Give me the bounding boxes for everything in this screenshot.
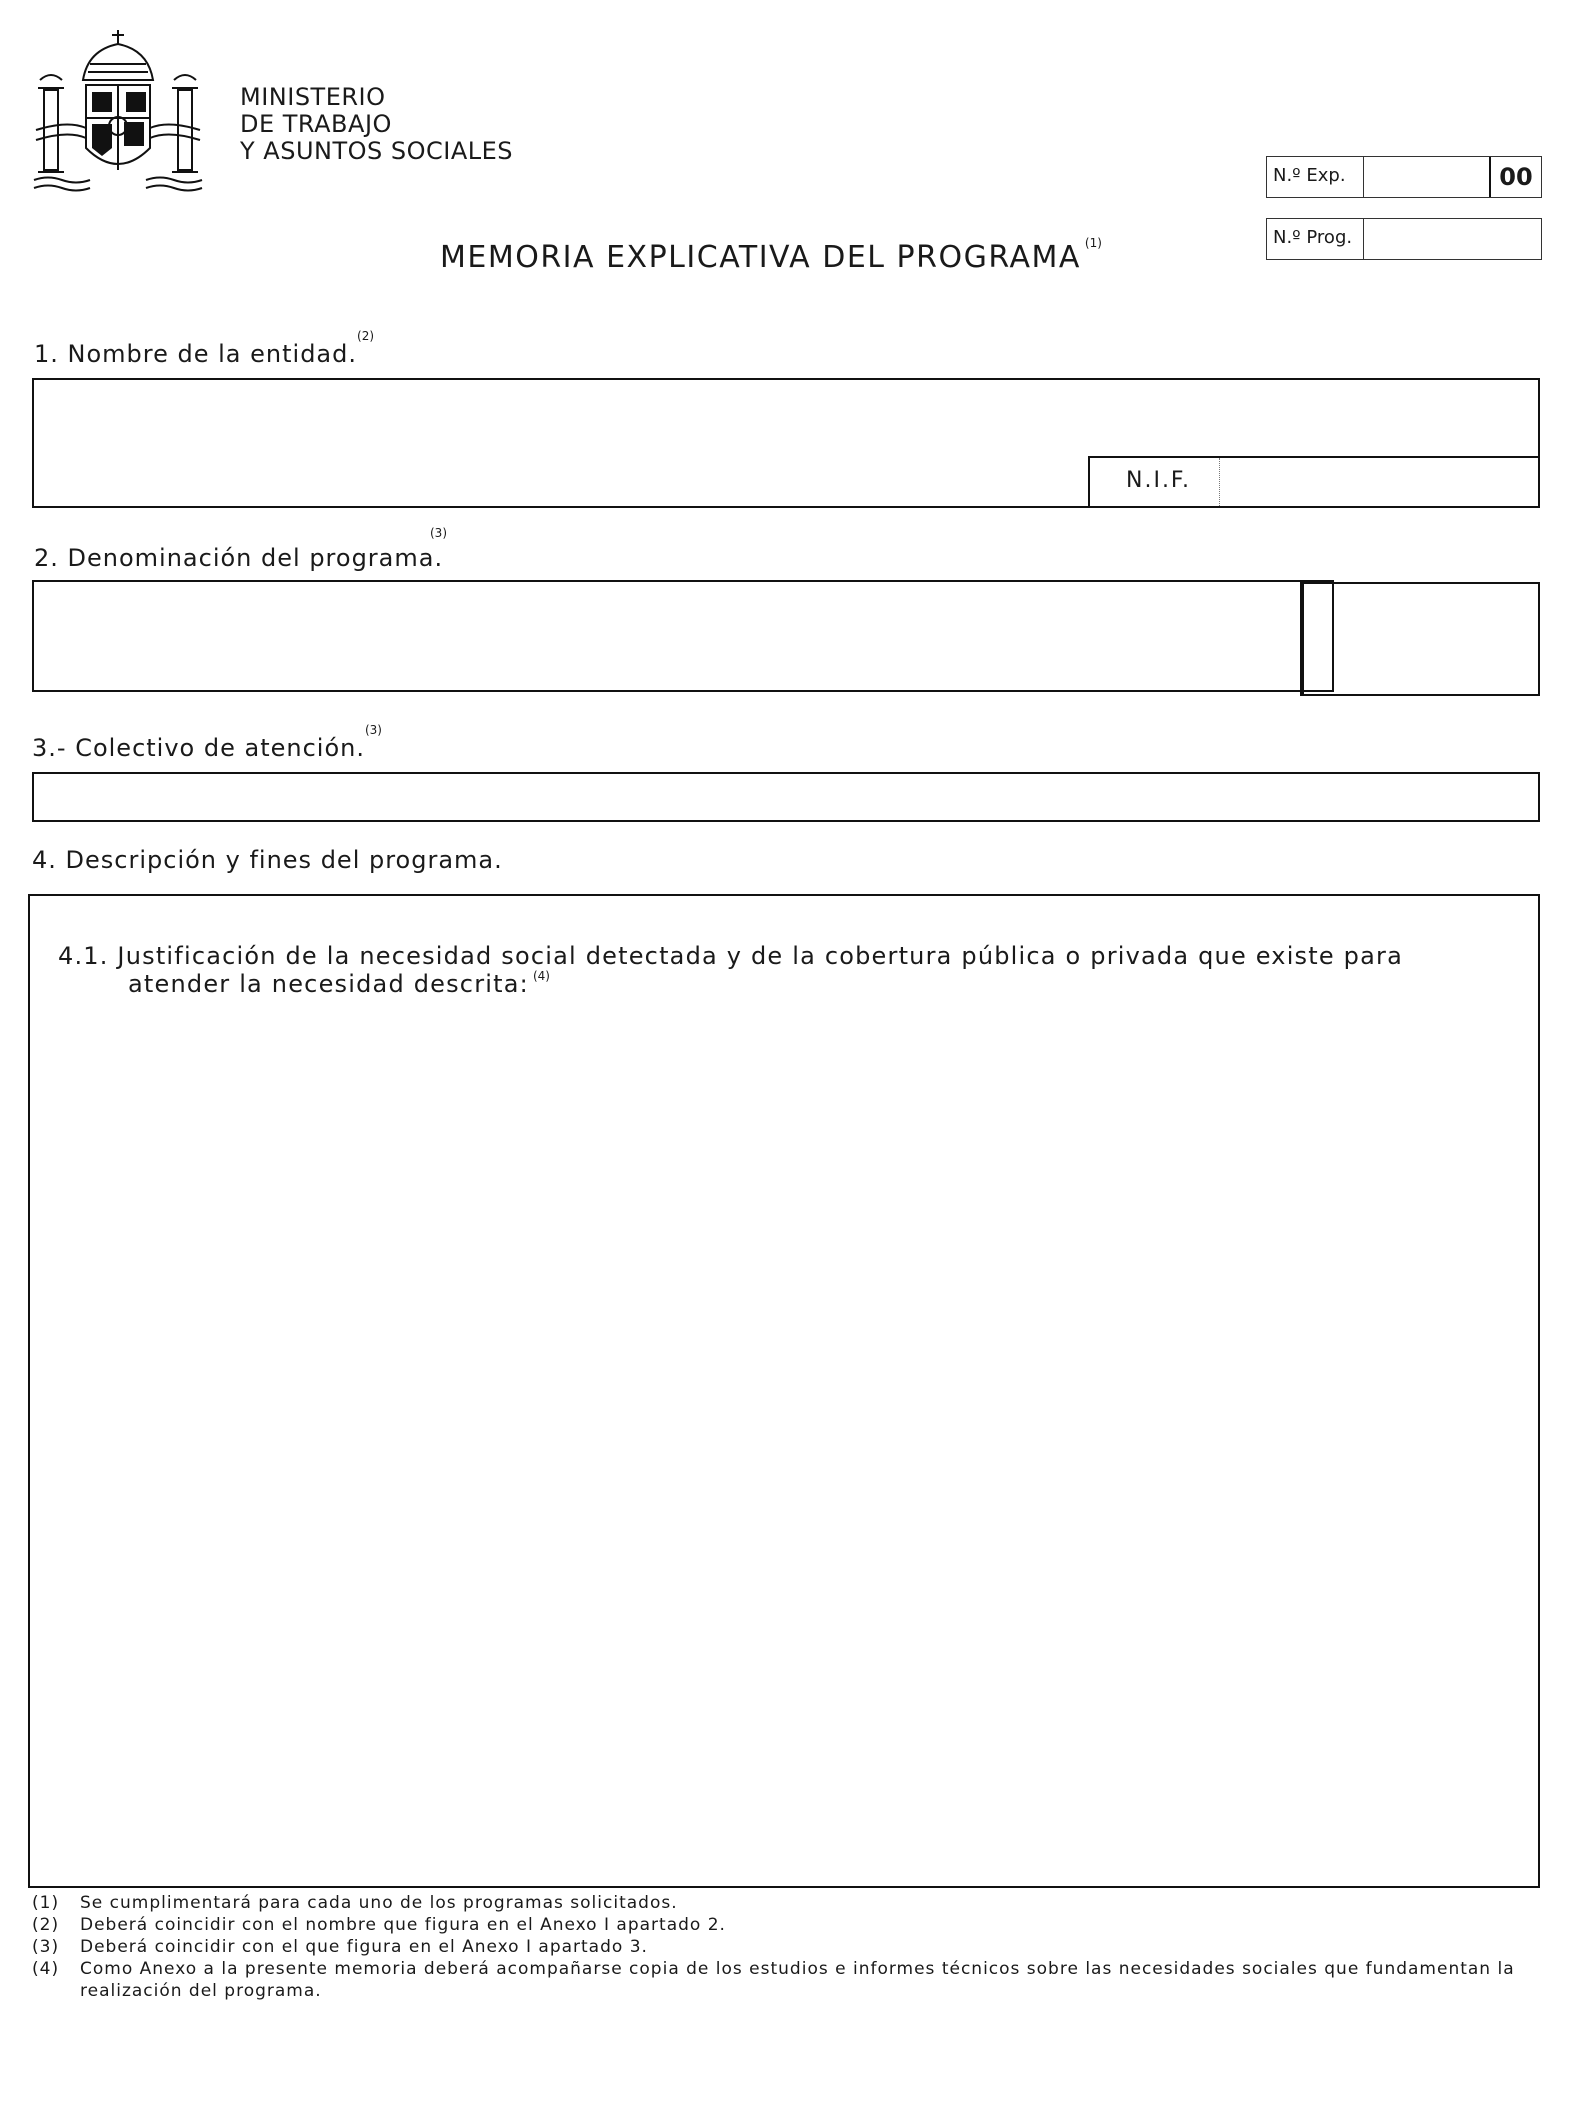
footnote-number: (4) (32, 1959, 60, 1979)
nif-box (1088, 456, 1538, 506)
section-4-heading (32, 846, 503, 874)
page-title-text: MEMORIA EXPLICATIVA DEL PROGRAMA (440, 240, 1081, 275)
title-footnote-ref: (1) (1084, 236, 1102, 250)
expedient-label: N.º Exp. (1267, 157, 1364, 197)
section-1-footnote-ref: (2) (357, 329, 375, 343)
program-number-box (1266, 218, 1542, 260)
ministry-line-2: DE TRABAJO (240, 110, 392, 138)
ministry-line-1: MINISTERIO (240, 83, 386, 111)
program-description-field[interactable] (28, 894, 1540, 1888)
expedient-number-field[interactable] (1364, 157, 1489, 197)
target-group-field[interactable] (32, 772, 1540, 822)
coat-of-arms-logo (28, 30, 208, 200)
section-2-footnote-ref: (3) (430, 526, 447, 540)
section-2-heading (34, 544, 443, 572)
section-4-label: 4. Descripción y fines del programa. (32, 846, 503, 874)
section-1-label: 1. Nombre de la entidad. (34, 340, 358, 368)
footnote-text: Como Anexo a la presente memoria deberá acompañarse copia de los estudios e informes técnicos sobre las necesidades sociales que fundamentan la realización del programa. (80, 1959, 1515, 2001)
subsection-4-1-line-2: atender la necesidad descrita: (128, 970, 529, 998)
subsection-4-1-line-1: 4.1. Justificación de la necesidad social detectada y de la cobertura pública o privada que existe para (58, 942, 1403, 970)
footnote-text: Deberá coincidir con el nombre que figura en el Anexo I apartado 2. (80, 1915, 726, 1935)
ministry-line-3: Y ASUNTOS SOCIALES (240, 137, 514, 165)
footnote-item (32, 1958, 1552, 2002)
footnote-number: (2) (32, 1915, 60, 1935)
footnote-item (32, 1892, 1552, 1914)
subsection-4-1 (58, 942, 1478, 1002)
nif-label: N.I.F. (1090, 458, 1220, 506)
section-2-label: 2. Denominación del programa. (34, 544, 444, 572)
program-name-field[interactable] (32, 580, 1334, 692)
program-code-field[interactable] (1300, 582, 1540, 696)
footnote-item (32, 1936, 1552, 1958)
section-3-label: 3.- Colectivo de atención. (32, 734, 365, 762)
footnotes (32, 1892, 1552, 2002)
section-3-heading (32, 723, 382, 762)
subsection-4-1-footnote-ref: (4) (532, 969, 550, 983)
footnote-number: (3) (32, 1937, 60, 1957)
ministry-name (240, 84, 513, 165)
program-number-label: N.º Prog. (1267, 219, 1364, 259)
section-3-footnote-ref: (3) (364, 723, 382, 737)
footnote-item (32, 1914, 1552, 1936)
expedient-number-box (1266, 156, 1542, 198)
page-title (440, 236, 1102, 275)
expedient-code: 00 (1489, 157, 1541, 197)
footnote-number: (1) (32, 1893, 60, 1913)
program-number-field[interactable] (1364, 219, 1541, 259)
section-1-heading (34, 329, 375, 368)
nif-field[interactable] (1220, 458, 1538, 506)
footnote-text: Deberá coincidir con el que figura en el Anexo I apartado 3. (80, 1937, 648, 1957)
footnote-text: Se cumplimentará para cada uno de los programas solicitados. (80, 1893, 678, 1913)
